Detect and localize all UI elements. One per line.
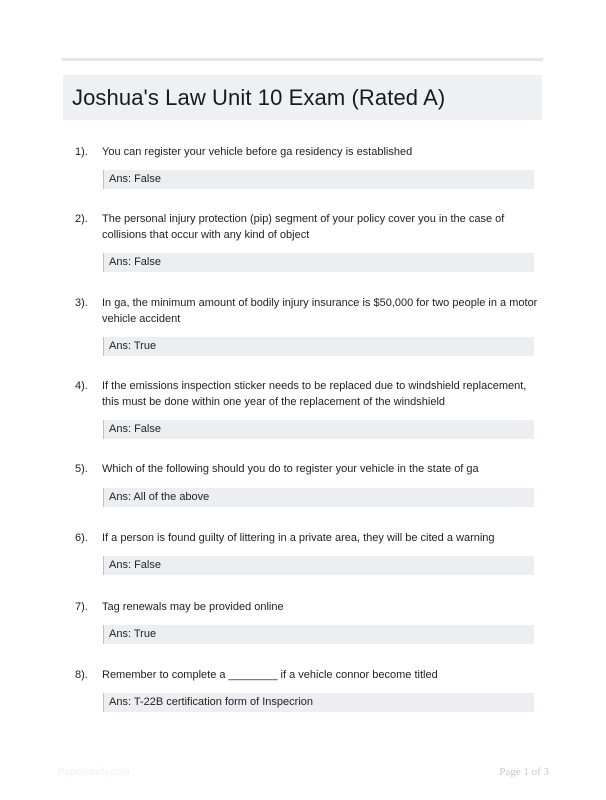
title-banner — [63, 75, 542, 120]
question-number: 6). — [75, 532, 88, 544]
answer-box: Ans: True — [103, 337, 534, 356]
question-text: The personal injury protection (pip) segment of your policy cover you in the case of collisions that occur with any kind of object — [102, 213, 505, 241]
question-number: 1). — [75, 146, 88, 158]
question-text: If the emissions inspection sticker needs to be replaced due to windshield replacement, this must be done within one year of the replacement of the windshield — [102, 380, 527, 408]
answer-box: Ans: False — [103, 556, 534, 575]
answer-box: Ans: All of the above — [103, 488, 534, 507]
answer-box: Ans: T-22B certification form of Inspecrion — [103, 693, 534, 712]
question-number: 3). — [75, 297, 88, 309]
question-number: 8). — [75, 669, 88, 681]
question-number: 7). — [75, 601, 88, 613]
question-number: 4). — [75, 380, 88, 392]
page-indicator: Page 1 of 3 — [499, 766, 549, 778]
question-number: 2). — [75, 213, 88, 225]
top-divider — [62, 58, 543, 61]
question-text: Tag renewals may be provided online — [102, 601, 284, 613]
question-number: 5). — [75, 463, 88, 475]
answer-box: Ans: True — [103, 625, 534, 644]
footer-watermark: Paperstudy.com — [58, 767, 130, 778]
answer-box: Ans: False — [103, 420, 534, 439]
question-text: In ga, the minimum amount of bodily injury insurance is $50,000 for two people in a motor vehicle accident — [102, 297, 538, 325]
page-title: Joshua's Law Unit 10 Exam (Rated A) — [72, 84, 446, 110]
answer-box: Ans: False — [103, 253, 534, 272]
question-text: Remember to complete a ________ if a vehicle connor become titled — [102, 669, 438, 681]
question-text: Which of the following should you do to register your vehicle in the state of ga — [102, 463, 479, 475]
answer-box: Ans: False — [103, 170, 534, 189]
question-text: You can register your vehicle before ga residency is established — [102, 146, 413, 158]
question-text: If a person is found guilty of littering in a private area, they will be cited a warning — [102, 532, 495, 544]
